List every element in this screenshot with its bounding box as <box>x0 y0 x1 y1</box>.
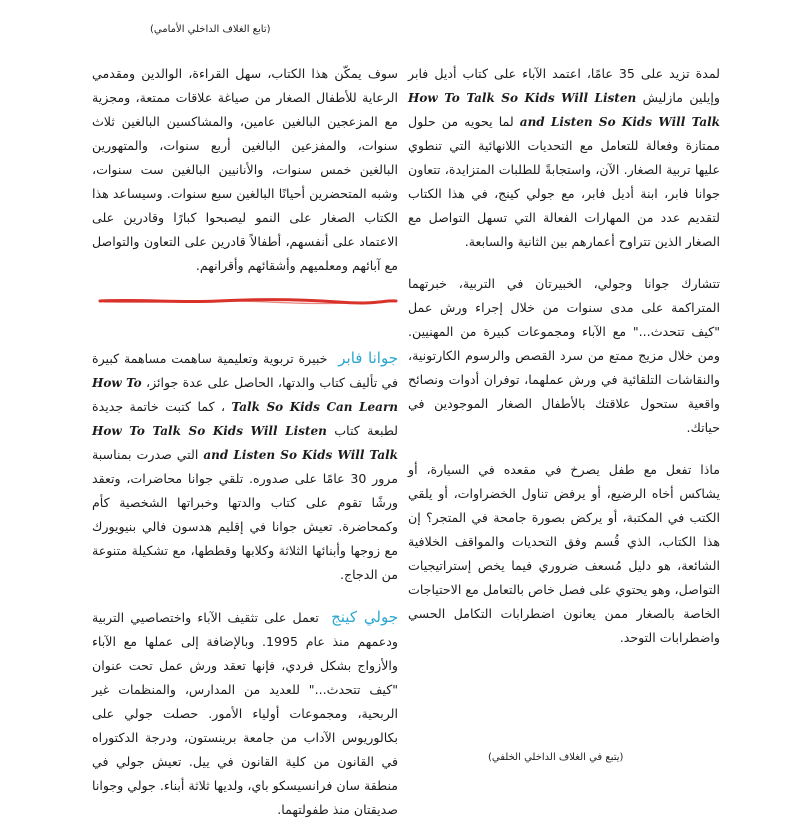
bio-joanna-text-1: خبيرة تربوية وتعليمية ساهمت مساهمة كبيرة في تأليف كتاب والدتها، الحاصل على عدة جوائز، <box>92 351 399 390</box>
footer-note: (يتبع في الغلاف الداخلي الخلفي) <box>488 752 624 763</box>
experts-paragraph: تتشارك جوانا وجولي، الخبيرتان في التربية، خبرتهما المتراكمة على مدى سنوات من خلال إجراء ورش عمل "كيف تتحدث..." مع الآباء ومجموعات كبيرة من المهنيين. ومن خلال مزيج ممتع من سرد القصص والرسوم الكارتونية، والنقاشات التلقائية في ورش عملهما، توفران أدوات ونصائح واقعية ستحول علاقتك بالأطفال الصغار الموجودين في حياتك. <box>408 276 720 435</box>
red-divider <box>98 296 398 306</box>
benefits-paragraph: سوف يمكّن هذا الكتاب، سهل القراءة، الوالدين ومقدمي الرعاية للأطفال الصغار من صياغة علاقات ممتعة، ومجزية مع المزعجين البالغين عامين، والمشاكسين البالغين ثلاث سنوات، والمفزعين البالغين أربع سنوات، والمتهورين البالغين خمس سنوات، والأنانيين البالغين ست سنوات، وشبه المتحضرين أحيانًا البالغين سبع سنوات. وسيساعد هذا الكتاب الصغار على النمو ليصبحوا كبارًا وقادرين على الاعتماد على أنفسهم، أطفالاً قادرين على التعاون والتواصل مع آبائهم ومعلميهم وأشقائهم وأقرانهم. <box>92 66 398 273</box>
author-bio-joanna <box>92 346 398 587</box>
brush-stroke-divider <box>98 296 398 306</box>
intro-text-2: لما يحويه من حلول ممتازة وفعالة للتعامل مع التحديات اللانهائية التي تنطوي عليها تربية الصغار. الآن، واستجابةً للطلبات المتزايدة، تتعاون جوانا فابر، ابنة أديل فابر، مع جولي كينج، في هذا الكتاب لتقديم عدد من المهارات الفعالة التي تسهل التواصل مع الصغار الذين تتراوح أعمارهم بين الثانية والسابعة. <box>408 114 720 249</box>
bio-joanna-text-3: التي صدرت بمناسبة مرور 30 عامًا على صدوره. تلقي جوانا محاضرات، وتعقد ورشًا تقوم على كتاب والدتها وخبراتها الشخصية كأم وكمحاضرة. تعيش جوانا في إقليم هدسون فالي بنيويورك مع زوجها وأبنائها الثلاثة وكلابها وقططها، مع تشكيلة متنوعة من الدجاج. <box>92 447 398 582</box>
challenges-paragraph: ماذا تفعل مع طفل يصرخ في مقعده في السيارة، أو يشاكس أخاه الرضيع، أو يرفض تناول الخضراوات، أو يلقي الكتب في المكتبة، أو يركض بصورة جامحة في المتجر؟ إن هذا الكتاب، الذي قُسم وفق التحديات والمواقف الخلافية الشائعة، هو دليل مُسعف ضروري فيما يخص إستراتيجيات التواصل، وهو يحتوي على فصل خاص بالتعامل مع الاحتياجات الخاصة بالصغار ممن يعانون اضطرابات التكامل الحسي واضطرابات التوحد. <box>407 462 720 645</box>
author-name-joanna: جوانا فابر <box>338 349 398 367</box>
left-column <box>92 62 398 840</box>
right-column <box>408 62 720 668</box>
book-title-part2: Will Listen and Listen So Kids Will Talk <box>519 91 720 129</box>
bio-joanna-book-1: How To Talk So Kids Can Learn <box>92 376 398 414</box>
author-bio-julie <box>92 605 398 822</box>
intro-paragraph <box>408 62 720 254</box>
author-name-julie: جولي كينج <box>331 608 398 626</box>
book-title-part1: How To Talk So Kids <box>408 91 555 105</box>
header-note: (تابع الغلاف الداخلي الأمامي) <box>150 24 271 35</box>
bio-julie-text: تعمل على تثقيف الآباء واختصاصيي التربية ودعمهم منذ عام 1995. وبالإضافة إلى عملها مع الآباء والأزواج بشكل فردي، فإنها تعقد ورش عمل تحت عنوان "كيف تتحدث..." للعديد من المدارس، والمنظمات غير الربحية، ومجموعات أولياء الأمور. حصلت جولي على بكالوريوس الآداب من جامعة برينستون، ودرجة الدكتوراه في القانون من كلية القانون في ييل. تعيش جولي في منطقة سان فرانسيسكو باي، ولديها ثلاثة أبناء. جولي وجوانا صديقتان منذ طفولتهما. <box>92 610 398 817</box>
bio-joanna-text-2: ، كما كتبت خاتمة جديدة لطبعة كتاب <box>92 399 398 438</box>
intro-text-1: لمدة تزيد على 35 عامًا، اعتمد الآباء على كتاب أديل فابر وإيلين مازليش <box>408 66 720 105</box>
bio-joanna-book-2: How To Talk So Kids Will Listen and Listen So Kids Will Talk <box>92 424 398 462</box>
